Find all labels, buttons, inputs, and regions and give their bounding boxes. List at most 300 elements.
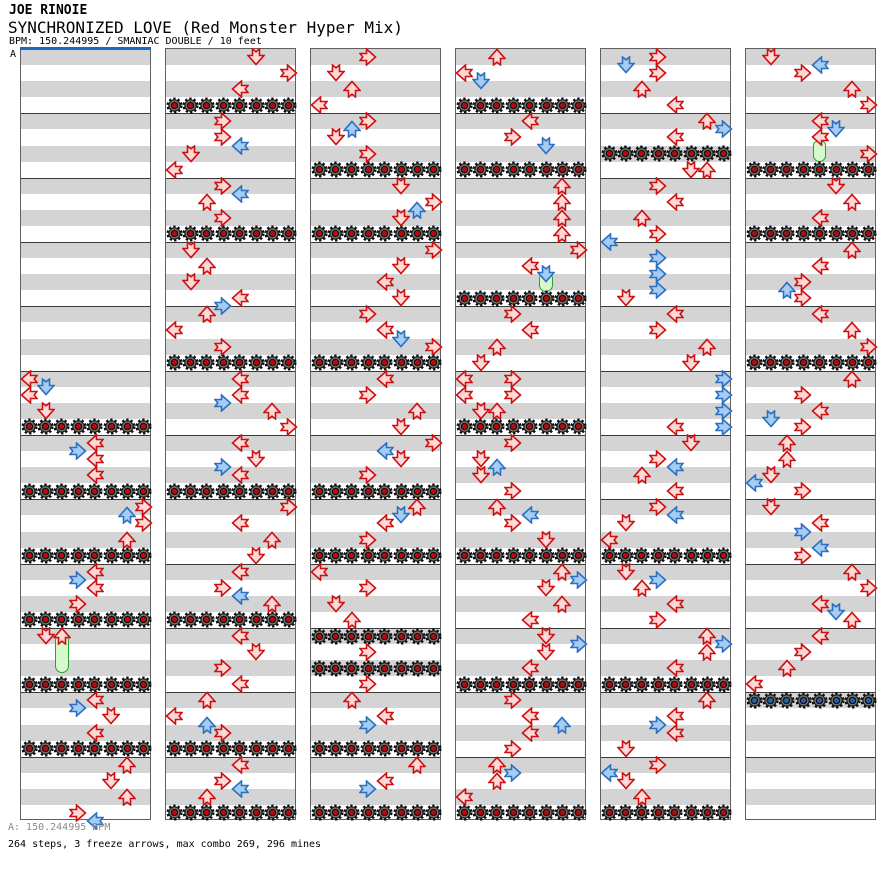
mine-icon: [425, 628, 442, 645]
note-arrow-right-red: [860, 145, 878, 163]
note-arrow-left-red: [455, 386, 473, 404]
mine-icon: [699, 145, 716, 162]
note-arrow-right-red: [280, 498, 298, 516]
mine-icon: [472, 676, 489, 693]
note-arrow-left-red: [811, 627, 829, 645]
note-arrow-right-red: [794, 482, 812, 500]
mine-icon: [393, 161, 410, 178]
mine-icon: [182, 483, 199, 500]
mine-icon: [37, 483, 54, 500]
mine-icon: [860, 692, 877, 709]
note-arrow-right-blue: [214, 394, 232, 412]
mine-icon: [70, 547, 87, 564]
note-arrow-right-red: [794, 386, 812, 404]
mine-icon: [811, 161, 828, 178]
note-arrow-left-red: [231, 756, 249, 774]
note-arrow-left-red: [376, 707, 394, 725]
beat-stripe: [601, 81, 730, 97]
beat-stripe: [746, 435, 875, 451]
mine-icon: [778, 225, 795, 242]
mine-icon: [311, 161, 328, 178]
note-arrow-right-blue: [794, 523, 812, 541]
mine-icon: [425, 740, 442, 757]
mine-icon: [472, 547, 489, 564]
mine-icon: [119, 547, 136, 564]
note-arrow-left-red: [310, 96, 328, 114]
mine-icon: [456, 804, 473, 821]
note-arrow-left-red: [666, 96, 684, 114]
note-arrow-down-red: [327, 595, 345, 613]
section-label: A: [10, 49, 17, 60]
mine-icon: [393, 660, 410, 677]
note-arrow-up-red: [53, 627, 71, 645]
mine-icon: [538, 161, 555, 178]
mine-icon: [456, 290, 473, 307]
mine-icon: [264, 804, 281, 821]
note-arrow-up-blue: [198, 716, 216, 734]
note-arrow-up-red: [198, 193, 216, 211]
mine-icon: [472, 418, 489, 435]
note-arrow-up-red: [843, 611, 861, 629]
note-arrow-up-red: [263, 595, 281, 613]
mine-icon: [472, 97, 489, 114]
measure-line: [21, 113, 150, 114]
note-arrow-up-red: [488, 402, 506, 420]
beat-stripe: [21, 178, 150, 194]
note-arrow-up-red: [118, 531, 136, 549]
note-arrow-right-red: [504, 128, 522, 146]
mine-icon: [554, 97, 571, 114]
mine-icon: [538, 804, 555, 821]
mine-icon: [135, 676, 152, 693]
mine-icon: [633, 145, 650, 162]
note-arrow-up-red: [343, 80, 361, 98]
beat-stripe: [166, 692, 295, 708]
mine-icon: [505, 804, 522, 821]
mine-icon: [376, 483, 393, 500]
mine-icon: [21, 740, 38, 757]
chart-column-4: [455, 48, 586, 820]
measure-line: [21, 306, 150, 307]
beat-stripe: [746, 660, 875, 676]
note-arrow-down-blue: [392, 330, 410, 348]
note-arrow-left-red: [811, 514, 829, 532]
note-arrow-right-red: [649, 611, 667, 629]
mine-icon: [521, 547, 538, 564]
mine-icon: [231, 804, 248, 821]
note-arrow-down-red: [392, 257, 410, 275]
mine-icon: [343, 740, 360, 757]
mine-icon: [248, 740, 265, 757]
note-arrow-left-red: [811, 257, 829, 275]
note-arrow-up-red: [488, 772, 506, 790]
beat-stripe: [311, 339, 440, 355]
note-arrow-right-red: [214, 772, 232, 790]
mine-icon: [699, 804, 716, 821]
mine-icon: [70, 418, 87, 435]
mine-icon: [280, 611, 297, 628]
mine-icon: [198, 354, 215, 371]
note-arrow-up-red: [843, 563, 861, 581]
chart-column-1: [20, 48, 151, 820]
mine-icon: [828, 692, 845, 709]
note-arrow-left-red: [231, 514, 249, 532]
note-arrow-down-red: [617, 514, 635, 532]
mine-icon: [425, 804, 442, 821]
mine-icon: [666, 804, 683, 821]
beat-stripe: [21, 49, 150, 65]
mine-icon: [554, 161, 571, 178]
note-arrow-left-red: [811, 402, 829, 420]
beat-stripe: [21, 81, 150, 97]
mine-icon: [311, 483, 328, 500]
beat-stripe: [21, 146, 150, 162]
note-arrow-down-blue: [392, 506, 410, 524]
mine-icon: [521, 418, 538, 435]
note-arrow-right-blue: [715, 120, 733, 138]
note-arrow-left-red: [86, 579, 104, 597]
mine-icon: [538, 418, 555, 435]
mine-icon: [601, 547, 618, 564]
mine-icon: [343, 483, 360, 500]
beat-stripe: [21, 242, 150, 258]
mine-icon: [327, 161, 344, 178]
mine-icon: [860, 225, 877, 242]
note-arrow-right-red: [69, 804, 87, 822]
mine-icon: [488, 97, 505, 114]
mine-icon: [425, 161, 442, 178]
note-arrow-down-red: [392, 177, 410, 195]
note-arrow-right-red: [214, 579, 232, 597]
mine-icon: [376, 740, 393, 757]
mine-icon: [198, 611, 215, 628]
mine-icon: [538, 97, 555, 114]
note-arrow-left-blue: [521, 506, 539, 524]
note-arrow-down-red: [762, 48, 780, 66]
note-arrow-up-red: [118, 756, 136, 774]
note-arrow-down-red: [247, 643, 265, 661]
note-arrow-up-blue: [778, 281, 796, 299]
note-arrow-left-blue: [231, 780, 249, 798]
mine-icon: [617, 145, 634, 162]
note-arrow-down-red: [327, 64, 345, 82]
note-arrow-down-red: [472, 402, 490, 420]
mine-icon: [505, 290, 522, 307]
note-arrow-right-red: [504, 305, 522, 323]
mine-icon: [699, 547, 716, 564]
mine-icon: [248, 804, 265, 821]
note-arrow-down-red: [537, 531, 555, 549]
mine-icon: [166, 225, 183, 242]
mine-icon: [21, 418, 38, 435]
note-arrow-down-red: [182, 145, 200, 163]
note-arrow-up-red: [263, 531, 281, 549]
mine-icon: [633, 676, 650, 693]
mine-icon: [215, 483, 232, 500]
mine-icon: [778, 692, 795, 709]
mine-icon: [182, 354, 199, 371]
section-bpm-info: A: 150.244995 BPM: [8, 822, 111, 833]
beat-stripe: [311, 81, 440, 97]
note-arrow-left-blue: [811, 56, 829, 74]
mine-icon: [182, 225, 199, 242]
mine-icon: [280, 97, 297, 114]
mine-icon: [715, 804, 732, 821]
note-arrow-left-red: [666, 659, 684, 677]
mine-icon: [650, 804, 667, 821]
mine-icon: [215, 611, 232, 628]
mine-icon: [198, 740, 215, 757]
note-arrow-up-red: [488, 48, 506, 66]
note-arrow-right-red: [649, 756, 667, 774]
note-arrow-up-blue: [118, 506, 136, 524]
note-arrow-up-red: [198, 788, 216, 806]
mine-icon: [360, 740, 377, 757]
mine-icon: [343, 660, 360, 677]
mine-icon: [231, 225, 248, 242]
note-arrow-right-red: [280, 418, 298, 436]
beat-stripe: [166, 499, 295, 515]
mine-icon: [570, 97, 587, 114]
mine-icon: [215, 740, 232, 757]
mine-icon: [811, 225, 828, 242]
note-arrow-right-red: [359, 466, 377, 484]
mine-icon: [409, 660, 426, 677]
note-arrow-up-red: [698, 643, 716, 661]
note-arrow-right-red: [425, 434, 443, 452]
note-arrow-down-red: [392, 289, 410, 307]
mine-icon: [393, 740, 410, 757]
mine-icon: [554, 676, 571, 693]
mine-icon: [538, 676, 555, 693]
mine-icon: [409, 628, 426, 645]
note-arrow-left-red: [231, 675, 249, 693]
mine-icon: [264, 354, 281, 371]
note-arrow-right-red: [359, 48, 377, 66]
note-arrow-left-blue: [231, 185, 249, 203]
mine-icon: [182, 740, 199, 757]
note-arrow-down-red: [472, 466, 490, 484]
beat-stripe: [746, 339, 875, 355]
mine-icon: [521, 290, 538, 307]
beat-stripe: [456, 49, 585, 65]
note-arrow-right-red: [649, 321, 667, 339]
note-arrow-left-red: [521, 257, 539, 275]
note-arrow-up-red: [553, 563, 571, 581]
mine-icon: [231, 740, 248, 757]
note-arrow-up-red: [633, 209, 651, 227]
mine-icon: [166, 97, 183, 114]
note-arrow-left-red: [811, 209, 829, 227]
note-arrow-up-red: [198, 257, 216, 275]
note-arrow-down-red: [392, 209, 410, 227]
beat-stripe: [456, 146, 585, 162]
note-arrow-right-red: [359, 386, 377, 404]
mine-icon: [70, 483, 87, 500]
note-arrow-right-red: [649, 498, 667, 516]
mine-icon: [488, 161, 505, 178]
note-arrow-down-red: [102, 707, 120, 725]
mine-icon: [280, 225, 297, 242]
mine-icon: [280, 740, 297, 757]
mine-icon: [425, 225, 442, 242]
mine-icon: [505, 161, 522, 178]
note-arrow-down-red: [617, 563, 635, 581]
mine-icon: [746, 692, 763, 709]
note-arrow-up-red: [198, 305, 216, 323]
note-arrow-down-red: [247, 48, 265, 66]
mine-icon: [166, 740, 183, 757]
mine-icon: [264, 740, 281, 757]
mine-icon: [505, 97, 522, 114]
note-arrow-left-red: [811, 128, 829, 146]
mine-icon: [264, 97, 281, 114]
note-arrow-up-blue: [553, 716, 571, 734]
chart-column-3: [310, 48, 441, 820]
mine-icon: [264, 611, 281, 628]
mine-icon: [393, 354, 410, 371]
note-arrow-left-red: [165, 321, 183, 339]
note-arrow-right-red: [794, 643, 812, 661]
chart-column-6: [745, 48, 876, 820]
mine-icon: [650, 547, 667, 564]
note-arrow-right-blue: [69, 699, 87, 717]
mine-icon: [166, 354, 183, 371]
note-arrow-up-red: [778, 659, 796, 677]
mine-icon: [488, 418, 505, 435]
mine-icon: [360, 547, 377, 564]
note-arrow-right-red: [69, 595, 87, 613]
mine-icon: [311, 740, 328, 757]
section-start-line: [20, 47, 151, 50]
mine-icon: [135, 740, 152, 757]
note-arrow-left-red: [231, 466, 249, 484]
mine-icon: [376, 161, 393, 178]
note-arrow-left-red: [376, 273, 394, 291]
mine-icon: [617, 804, 634, 821]
mine-icon: [311, 354, 328, 371]
mine-icon: [778, 354, 795, 371]
mine-icon: [828, 225, 845, 242]
mine-icon: [570, 418, 587, 435]
note-arrow-left-red: [231, 563, 249, 581]
mine-icon: [119, 740, 136, 757]
mine-icon: [570, 804, 587, 821]
note-arrow-right-red: [214, 724, 232, 742]
note-arrow-right-red: [860, 579, 878, 597]
beat-stripe: [21, 210, 150, 226]
note-arrow-right-red: [359, 643, 377, 661]
note-arrow-left-red: [521, 724, 539, 742]
mine-icon: [683, 804, 700, 821]
mine-icon: [264, 225, 281, 242]
mine-icon: [488, 547, 505, 564]
mine-icon: [198, 97, 215, 114]
note-arrow-right-red: [280, 64, 298, 82]
mine-icon: [231, 611, 248, 628]
note-arrow-down-red: [682, 354, 700, 372]
note-arrow-right-blue: [570, 571, 588, 589]
note-arrow-down-blue: [472, 72, 490, 90]
note-arrow-right-red: [425, 241, 443, 259]
mine-icon: [409, 354, 426, 371]
mine-icon: [409, 225, 426, 242]
mine-icon: [472, 161, 489, 178]
beat-stripe: [601, 789, 730, 805]
note-arrow-left-blue: [666, 458, 684, 476]
mine-icon: [248, 225, 265, 242]
beat-stripe: [746, 725, 875, 741]
note-arrow-left-blue: [666, 506, 684, 524]
beat-stripe: [601, 210, 730, 226]
beat-stripe: [21, 113, 150, 129]
mine-icon: [425, 483, 442, 500]
beat-stripe: [166, 49, 295, 65]
mine-icon: [409, 161, 426, 178]
mine-icon: [666, 676, 683, 693]
beat-stripe: [456, 339, 585, 355]
mine-icon: [343, 354, 360, 371]
note-arrow-up-red: [698, 112, 716, 130]
note-arrow-right-red: [504, 691, 522, 709]
mine-icon: [135, 611, 152, 628]
note-arrow-down-red: [762, 498, 780, 516]
note-arrow-left-red: [811, 595, 829, 613]
note-arrow-up-red: [408, 756, 426, 774]
mine-icon: [425, 547, 442, 564]
note-arrow-down-red: [247, 450, 265, 468]
mine-icon: [650, 145, 667, 162]
beat-stripe: [746, 146, 875, 162]
beat-stripe: [456, 789, 585, 805]
mine-icon: [617, 676, 634, 693]
note-arrow-left-red: [231, 289, 249, 307]
beat-stripe: [311, 564, 440, 580]
beat-stripe: [456, 532, 585, 548]
note-arrow-right-blue: [649, 571, 667, 589]
mine-icon: [182, 804, 199, 821]
mine-icon: [666, 547, 683, 564]
mine-icon: [53, 483, 70, 500]
note-arrow-up-red: [843, 193, 861, 211]
mine-icon: [666, 145, 683, 162]
mine-icon: [311, 660, 328, 677]
note-arrow-right-blue: [214, 458, 232, 476]
mine-icon: [37, 611, 54, 628]
beat-stripe: [601, 435, 730, 451]
mine-icon: [119, 676, 136, 693]
mine-icon: [21, 611, 38, 628]
note-arrow-left-red: [310, 563, 328, 581]
note-arrow-right-blue: [69, 442, 87, 460]
note-arrow-left-red: [376, 772, 394, 790]
mine-icon: [393, 628, 410, 645]
note-arrow-left-blue: [745, 474, 763, 492]
note-arrow-up-blue: [343, 120, 361, 138]
mine-icon: [409, 740, 426, 757]
note-arrow-up-red: [263, 402, 281, 420]
note-arrow-down-red: [682, 434, 700, 452]
note-arrow-down-red: [247, 547, 265, 565]
mine-icon: [425, 660, 442, 677]
mine-icon: [280, 804, 297, 821]
note-arrow-left-red: [455, 64, 473, 82]
note-arrow-left-red: [165, 707, 183, 725]
note-arrow-right-red: [425, 338, 443, 356]
mine-icon: [376, 547, 393, 564]
note-arrow-left-red: [521, 321, 539, 339]
mine-icon: [746, 161, 763, 178]
